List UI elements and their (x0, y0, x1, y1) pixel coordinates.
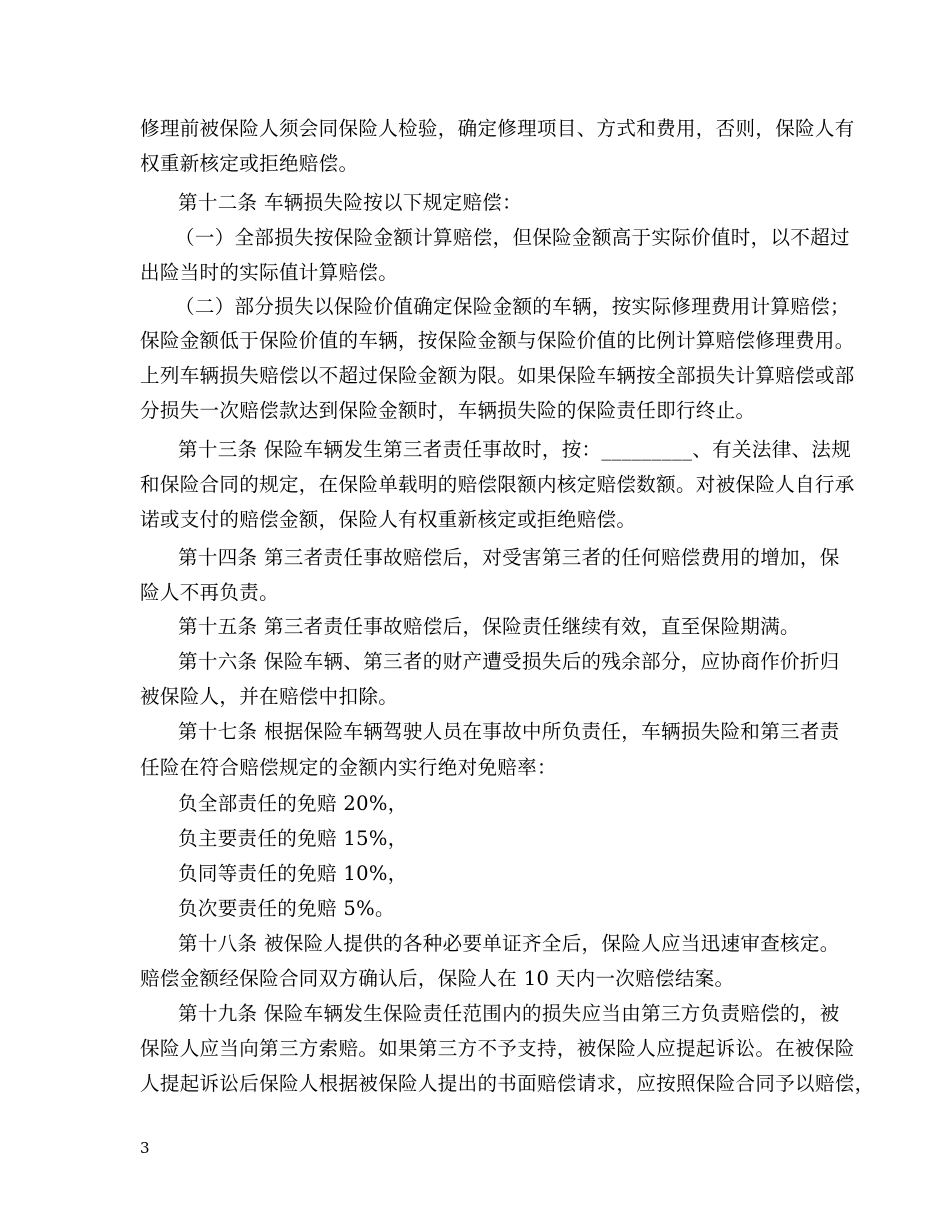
text-line: 第十八条 被保险人提供的各种必要单证齐全后，保险人应当迅速审查核定。 (178, 932, 840, 955)
text-line: 人提起诉讼后保险人根据被保险人提出的书面赔偿请求，应按照保险合同予以赔偿， (140, 1072, 875, 1095)
text-line: 诺或支付的赔偿金额，保险人有权重新核定或拒绝赔偿。 (140, 508, 637, 531)
text-line: 和保险合同的规定，在保险单载明的赔偿限额内核定赔偿数额。对被保险人自行承 (140, 473, 855, 496)
text-line: （二）部分损失以保险价值确定保险金额的车辆，按实际修理费用计算赔偿； (175, 295, 850, 318)
text-line: 第十三条 保险车辆发生第三者责任事故时，按：_________、有关法律、法规 (178, 438, 852, 461)
text-line: 第十五条 第三者责任事故赔偿后，保险责任继续有效，直至保险期满。 (178, 615, 800, 638)
text-line: 修理前被保险人须会同保险人检验，确定修理项目、方式和费用，否则，保险人有 (140, 117, 855, 140)
text-line: 被保险人，并在赔偿中扣除。 (140, 685, 399, 708)
text-line: 赔偿金额经保险合同双方确认后，保险人在 10 天内一次赔偿结案。 (140, 967, 735, 990)
text-line: 第十九条 保险车辆发生保险责任范围内的损失应当由第三方负责赔偿的，被 (178, 1002, 840, 1025)
text-line: 负同等责任的免赔 10%， (178, 862, 408, 885)
text-line: 权重新核定或拒绝赔偿。 (140, 152, 359, 175)
text-line: 负全部责任的免赔 20%， (178, 792, 408, 815)
page-number: 3 (140, 1139, 150, 1157)
text-line: 任险在符合赔偿规定的金额内实行绝对免赔率： (140, 756, 557, 779)
text-line: 保险金额低于保险价值的车辆，按保险金额与保险价值的比例计算赔偿修理费用。 (140, 329, 855, 352)
text-line: 第十七条 根据保险车辆驾驶人员在事故中所负责任，车辆损失险和第三者责 (178, 720, 840, 743)
text-line: 负次要责任的免赔 5%。 (178, 897, 395, 920)
text-line: 第十六条 保险车辆、第三者的财产遭受损失后的残余部分，应协商作价折归 (178, 650, 840, 673)
text-line: 上列车辆损失赔偿以不超过保险金额为限。如果保险车辆按全部损失计算赔偿或部 (140, 364, 855, 387)
text-line: 险人不再负责。 (140, 581, 279, 604)
text-line: 负主要责任的免赔 15%， (178, 827, 408, 850)
text-line: 第十四条 第三者责任事故赔偿后，对受害第三者的任何赔偿费用的增加，保 (178, 546, 840, 569)
text-line: 分损失一次赔偿款达到保险金额时，车辆损失险的保险责任即行终止。 (140, 399, 756, 422)
text-line: 第十二条 车辆损失险按以下规定赔偿： (178, 191, 522, 214)
text-line: 出险当时的实际值计算赔偿。 (140, 261, 399, 284)
text-line: （一）全部损失按保险金额计算赔偿，但保险金额高于实际价值时，以不超过 (175, 226, 850, 249)
text-line: 保险人应当向第三方索赔。如果第三方不予支持，被保险人应提起诉讼。在被保险 (140, 1037, 855, 1060)
